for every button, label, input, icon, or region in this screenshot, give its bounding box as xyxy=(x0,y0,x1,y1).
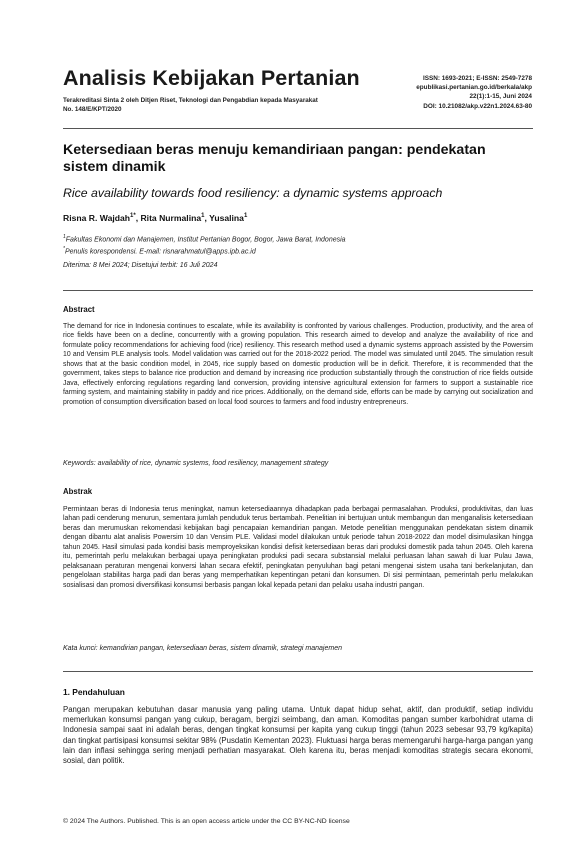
affiliation-mark: 1 xyxy=(63,234,66,240)
author-separator: , xyxy=(204,213,210,223)
author-name: Rita Nurmalina xyxy=(140,213,202,223)
article-title-english: Rice availability towards food resiliency: a dynamic systems approach xyxy=(63,186,443,200)
journal-meta xyxy=(312,74,532,111)
abstract-heading: Abstract xyxy=(63,305,95,314)
abstract-text: The demand for rice in Indonesia continues to escalate, while its availability is confronted by various challenges. Production, productivity, and the area of rice fields have been on a decline, concurrently with a growing population. This research aimed to develop and analyze the availability of rice and formulate policy recommendations for achieving food (rice) resiliency. This research method used a dynamic systems approach assisted by the Powersim 10 and Vensim PLE analysis tools. Model validation was carried out for the 2018-2022 period. The model was simulated until 2045. The simulation result shows that at the basic condition model, in 2045, rice supply based on domestic production will be in deficit. Therefore, it is recommended that the government, takes steps to balance rice production and demand by increasing rice production substantially through the construction of rice fields outside Java, effectively enforcing regulations regarding land conversion, providing intensive agricultural extension for farmers to support a sustainable rice farming system, and maintaining stability in paddy and rice prices. Additionally, on the demand side, efforts can be made by carrying out socialization and promotion of consumption diversification based on local food sources to farmers and food industry entrepreneurs. xyxy=(63,323,533,406)
kata-kunci-text: kemandirian pangan, ketersediaan beras, sistem dinamik, strategi manajemen xyxy=(99,645,342,652)
affiliation-line xyxy=(63,233,533,245)
introduction-text: Pangan merupakan kebutuhan dasar manusia yang paling utama. Untuk dapat hidup sehat, aktif, dan produktif, setiap individu memerlukan konsumsi pangan yang cukup, beragam, bergizi seimbang, dan aman. Komoditas pangan sumber karbohidrat utama di Indonesia sampai saat ini adalah beras, dengan tingkat konsumsi per kapita yang cukup tinggi (tahun 2023 sebesar 93,79 kg/kapita) dan tingkat partisipasi konsumsi sekitar 98% (Pusdatin Kementan 2023). Fluktuasi harga beras memengaruhi harga-harga pangan yang lain dan inflasi sehingga sering menjadi perhatian masyarakat. Oleh karena itu, beras menjadi komoditas strategis secara ekonomi, sosial, dan politik. xyxy=(63,705,533,766)
affiliations xyxy=(63,233,533,257)
journal-title: Analisis Kebijakan Pertanian xyxy=(63,66,360,90)
corresponding-line xyxy=(63,245,533,257)
author-affiliation-mark: 1 xyxy=(201,213,205,220)
keywords-text: availability of rice, dynamic systems, food resiliency, management strategy xyxy=(97,460,329,467)
author-name: Risna R. Wajdah xyxy=(63,213,131,223)
author-affiliation-mark: 1* xyxy=(130,213,136,220)
corresponding-mark: * xyxy=(63,245,65,252)
journal-volume: 22(1):1-15, Juni 2024 xyxy=(469,93,532,101)
author-name: Yusalina xyxy=(209,213,244,223)
keywords-label: Keywords: xyxy=(63,460,96,467)
journal-doi: DOI: 10.21082/akp.v22n1.2024.63-80 xyxy=(423,102,532,110)
kata-kunci xyxy=(63,645,533,652)
journal-website: epublikasi.pertanian.go.id/berkala/akp xyxy=(416,84,532,92)
abstrak-heading: Abstrak xyxy=(63,487,93,496)
article-dates: Diterima: 8 Mei 2024; Disetujui terbit: 16 Juli 2024 xyxy=(63,262,218,269)
author-separator: , xyxy=(135,213,141,223)
abstract-divider xyxy=(63,671,533,672)
header-divider xyxy=(63,128,533,129)
abstrak-text: Permintaan beras di Indonesia terus meningkat, namun ketersediaannya dihadapkan pada berbagai permasalahan. Produksi, produktivitas, dan luas lahan padi cenderung menurun, sementara jumlah penduduk terus bertambah. Penelitian ini bertujuan untuk membangun dan menganalisis ketersediaan beras dan merumuskan rekomendasi kebijakan bagi pencapaian kemandirian pangan. Metode penelitian menggunakan pendekatan sistem dinamik dengan dibantu alat analisis Powersim 10 dan Vensim PLE. Validasi model dilakukan untuk periode tahun 2018-2022 dan model disimulasikan hingga tahun 2045. Hasil simulasi pada kondisi basis memproyeksikan kondisi defisit ketersediaan beras dari produksi domestik pada tahun 2045. Oleh karena itu, pemerintah perlu melakukan berbagai upaya peningkatan produksi padi secara substansial melalui perluasan lahan sawah di luar Pulau Jawa, pelaksanaan peraturan mengenai konversi lahan secara efektif, peningkatan penyuluhan bagi petani mengenai sistem usaha tani berkelanjutan, dan pengelolaan stabilitas harga padi dan beras yang memperhatikan kepentingan petani dan konsumen. Di sisi permintaan, pemerintah perlu melakukan sosialisasi dan promosi diversifikasi konsumsi berbasis pangan lokal kepada petani dan pelaku usaha industri pangan. xyxy=(63,506,533,589)
title-divider xyxy=(63,290,533,291)
kata-kunci-label: Kata kunci: xyxy=(63,645,98,652)
affiliation-text: Fakultas Ekonomi dan Manajemen, Institut Pertanian Bogor, Bogor, Jawa Barat, Indonesia xyxy=(65,236,346,244)
journal-issn: ISSN: 1693-2021; E-ISSN: 2549-7278 xyxy=(422,75,532,82)
author-affiliation-mark: 1 xyxy=(243,213,248,220)
author-list xyxy=(63,213,247,223)
corresponding-text: Penulis korespondensi. E-mail: risnarahmatul@apps.ipb.ac.id xyxy=(64,248,256,256)
keywords xyxy=(63,460,533,467)
license-footer: © 2024 The Authors. Published. This is an open access article under the CC BY-NC-ND license xyxy=(63,818,350,825)
journal-accreditation: Terakreditasi Sinta 2 oleh Ditjen Riset, Teknologi dan Pengabdian kepada Masyarakat No. 148/E/KPT/2020 xyxy=(63,97,318,113)
introduction-heading: 1. Pendahuluan xyxy=(63,687,125,697)
article-title: Ketersediaan beras menuju kemandiriaan pangan: pendekatan sistem dinamik xyxy=(63,142,486,175)
